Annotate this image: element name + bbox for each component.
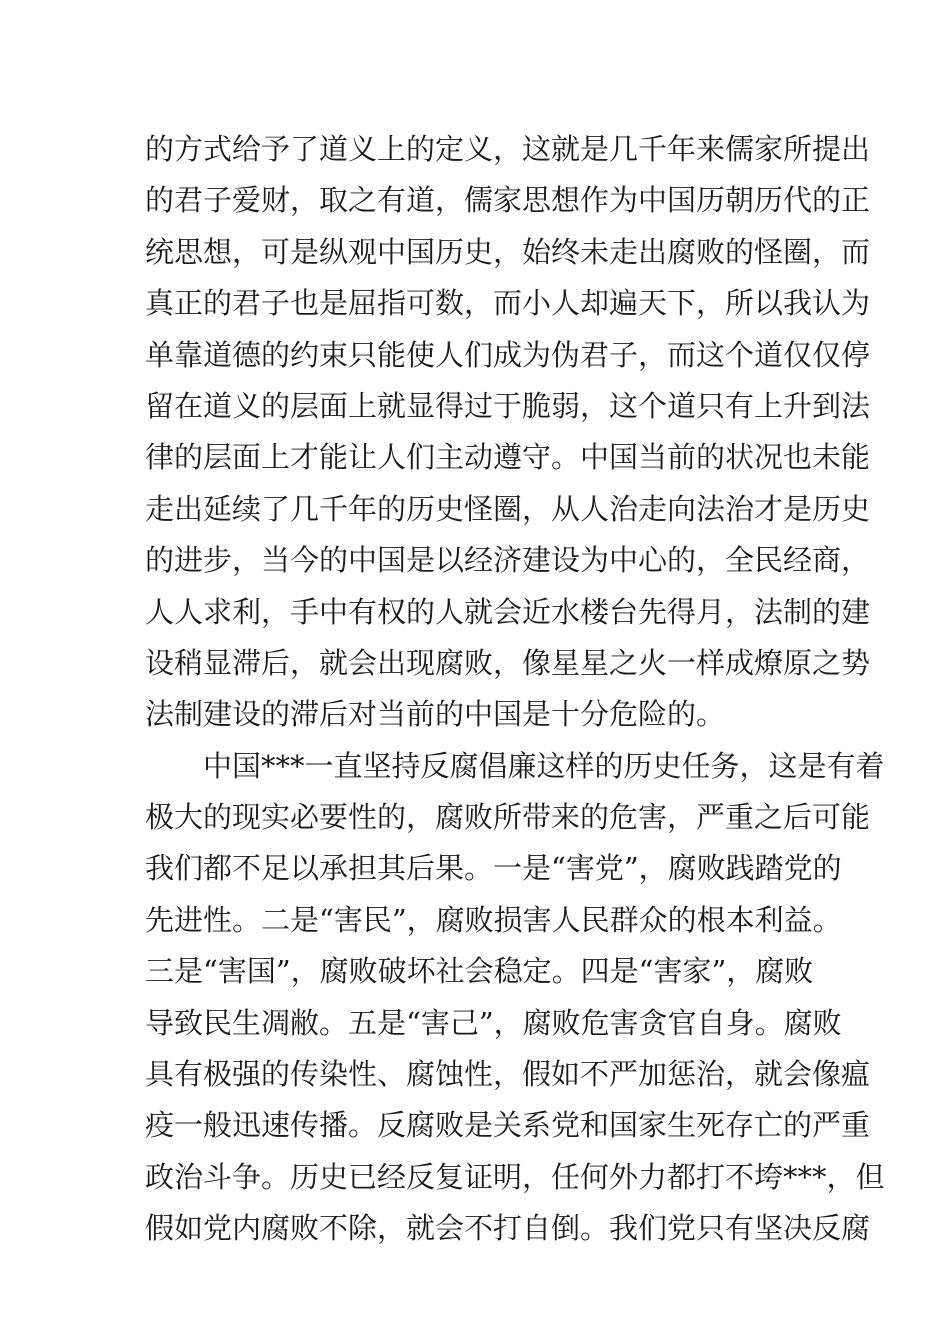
text-line: 三是“害国”，腐败破坏社会稳定。四是“害家”，腐败 bbox=[145, 954, 814, 989]
text-line: 设稍显滞后，就会出现腐败，像星星之火一样成燎原之势 bbox=[145, 645, 871, 680]
text-line: 律的层面上才能让人们主动遵守。中国当前的状况也未能 bbox=[145, 440, 871, 475]
text-line: 具有极强的传染性、腐蚀性，假如不严加惩治，就会像瘟 bbox=[145, 1057, 871, 1092]
text-line: 法制建设的滞后对当前的中国是十分危险的。 bbox=[145, 697, 726, 732]
text-line: 极大的现实必要性的，腐败所带来的危害，严重之后可能 bbox=[145, 800, 871, 835]
text-line: 的方式给予了道义上的定义，这就是几千年来儒家所提出 bbox=[145, 132, 871, 166]
text-line: 走出延续了几千年的历史怪圈，从人治走向法治才是历史 bbox=[145, 491, 871, 526]
text-line: 疫一般迅速传播。反腐败是关系党和国家生死存亡的严重 bbox=[145, 1108, 871, 1143]
document-body bbox=[145, 124, 885, 1255]
text-line: 假如党内腐败不除，就会不打自倒。我们党只有坚决反腐 bbox=[145, 1211, 871, 1246]
paragraph-start-line: 中国***一直坚持反腐倡廉这样的历史任务，这是有着 bbox=[203, 748, 885, 783]
text-line: 先进性。二是“害民”，腐败损害人民群众的根本利益。 bbox=[145, 902, 842, 937]
text-line: 人人求利，手中有权的人就会近水楼台先得月，法制的建 bbox=[145, 594, 871, 629]
text-line: 单靠道德的约束只能使人们成为伪君子，而这个道仅仅停 bbox=[145, 337, 871, 372]
text-line: 的君子爱财，取之有道，儒家思想作为中国历朝历代的正 bbox=[145, 183, 871, 218]
text-line: 我们都不足以承担其后果。一是“害党”，腐败践踏党的 bbox=[145, 851, 842, 886]
text-line: 的进步，当今的中国是以经济建设为中心的，全民经商， bbox=[145, 543, 871, 578]
text-line: 政治斗争。历史已经反复证明，任何外力都打不垮***，但 bbox=[145, 1159, 885, 1194]
text-line: 统思想，可是纵观中国历史，始终未走出腐败的怪圈，而 bbox=[145, 234, 871, 269]
text-line: 真正的君子也是屈指可数，而小人却遍天下，所以我认为 bbox=[145, 286, 871, 321]
text-line: 留在道义的层面上就显得过于脆弱，这个道只有上升到法 bbox=[145, 388, 871, 423]
text-line: 导致民生凋敝。五是“害己”，腐败危害贪官自身。腐败 bbox=[145, 1005, 842, 1040]
